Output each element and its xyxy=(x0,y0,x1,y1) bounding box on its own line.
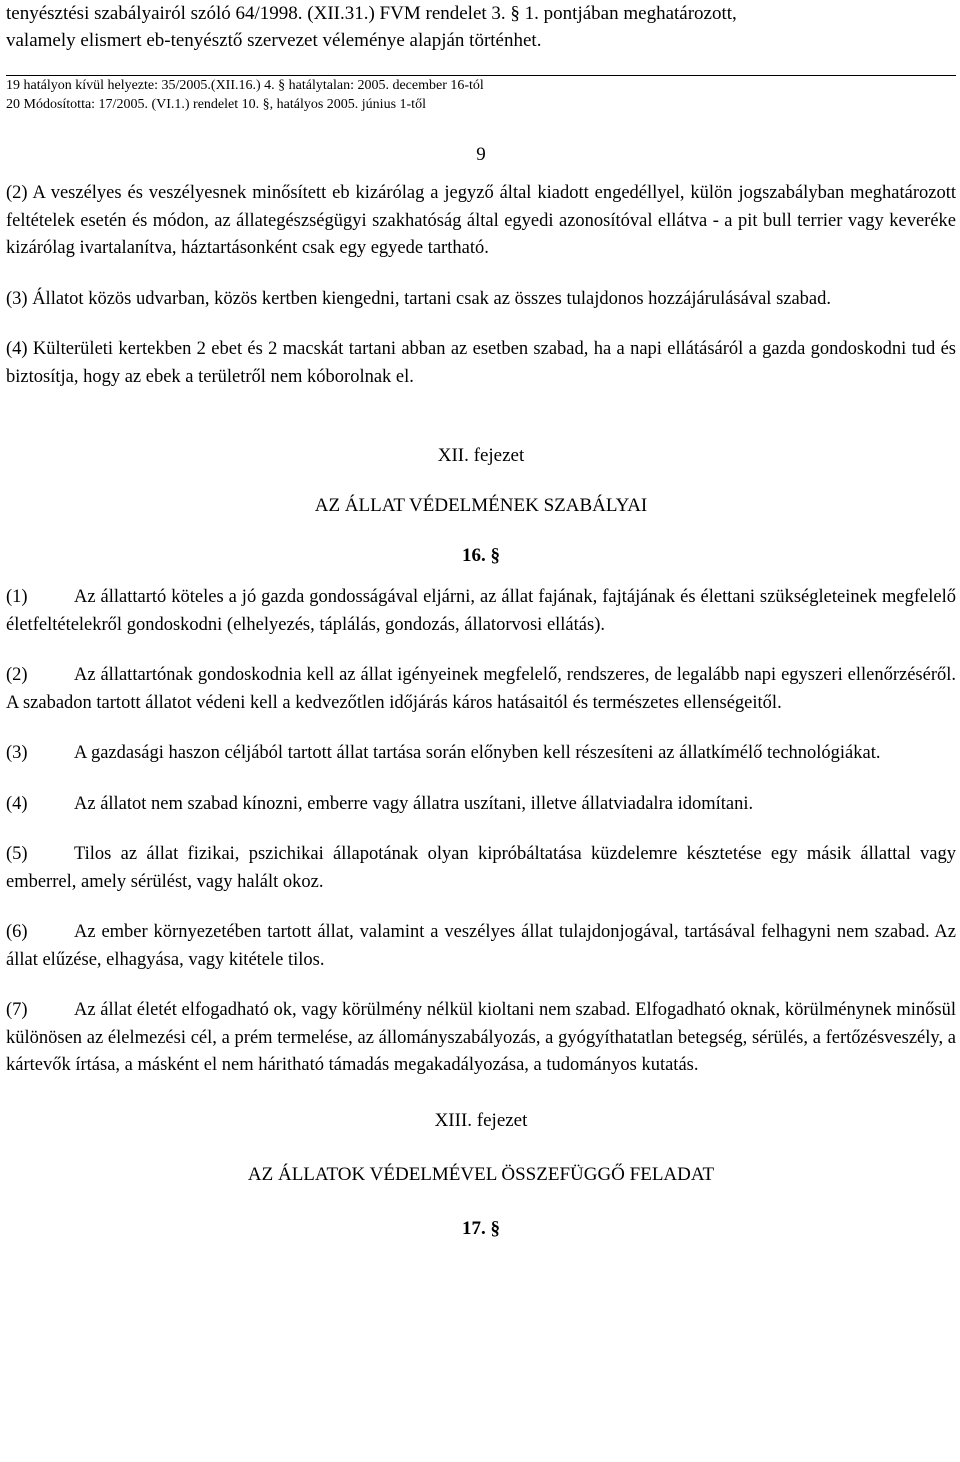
document-page xyxy=(6,0,956,1242)
item-text: A gazdasági haszon céljából tartott állat tartása során előnyben kell részesíteni az állatkímélő technológiákat. xyxy=(74,743,881,763)
paragraph-3: (3) Állatot közös udvarban, közös kertben kiengedni, tartani csak az összes tulajdonos hozzájárulásával szabad. xyxy=(6,288,832,309)
page-number: 9 xyxy=(476,144,486,165)
footnote-20: 20 Módosította: 17/2005. (VI.1.) rendelet 10. §, hatályos 2005. június 1-től xyxy=(6,97,426,112)
list-item xyxy=(6,791,956,819)
footnotes xyxy=(6,75,956,114)
item-number: (1) xyxy=(6,587,28,607)
item-number: (7) xyxy=(6,1000,28,1020)
list-item xyxy=(6,584,956,639)
item-text: Az állattartó köteles a jó gazda gondosságával eljárni, az állat fajának, fajtájának és élettani szükségleteinek megfelelő életfeltételekről gondoskodni (elhelyezés, táplálás, gondozás, állatorvosi ellátás). xyxy=(6,587,956,635)
item-number: (4) xyxy=(6,793,28,814)
list-item xyxy=(6,997,956,1080)
chapter-label: XIII. fejezet xyxy=(434,1109,528,1131)
item-text: Az állatot nem szabad kínozni, emberre vagy állatra uszítani, illetve állatviadalra idomítani. xyxy=(74,793,754,814)
item-text: Az állattartónak gondoskodnia kell az állat igényeinek megfelelő, rendszeres, de legalább napi egyszeri ellenőrzéséről. A szabadon tartott állatot védeni kell a kedvezőtlen időjárás káros hatásaitól és természetes ellenségeitől. xyxy=(6,665,956,713)
header-line-1: tenyésztési szabályairól szóló 64/1998. (XII.31.) FVM rendelet 3. § 1. pontjában meghatározott, xyxy=(6,3,737,24)
header-text xyxy=(6,0,956,54)
section-16-body xyxy=(6,584,956,1080)
list-item xyxy=(6,919,956,974)
footnote-19: 19 hatályon kívül helyezte: 35/2005.(XII.16.) 4. § hatálytalan: 2005. december 16-tól xyxy=(6,78,484,93)
section-heading: 16. § xyxy=(462,545,500,566)
list-item xyxy=(6,740,956,768)
item-number: (3) xyxy=(6,743,28,763)
section-heading: 17. § xyxy=(462,1217,500,1239)
item-text: Az ember környezetében tartott állat, valamint a veszélyes állat tulajdonjogával, tartásával felhagyni nem szabad. Az állat elűzése, elhagyása, vagy kitétele tilos. xyxy=(6,922,956,970)
chapter-title: AZ ÁLLAT VÉDELMÉNEK SZABÁLYAI xyxy=(314,495,648,516)
chapter-title: AZ ÁLLATOK VÉDELMÉVEL ÖSSZEFÜGGŐ FELADAT xyxy=(247,1163,715,1185)
item-number: (2) xyxy=(6,665,28,685)
paragraph-4: (4) Külterületi kertekben 2 ebet és 2 macskát tartani abban az esetben szabad, ha a napi ellátásáról a gazda gondoskodni tud és biztosítja, hogy az ebek a területről nem kóborolnak el. xyxy=(6,339,956,387)
chapter-label: XII. fejezet xyxy=(437,445,525,466)
item-text: Az állat életét elfogadható ok, vagy körülmény nélkül kioltani nem szabad. Elfogadható oknak, körülménynek minősül különösen az élelmezési cél, a prém termelése, az állományszabályozás, a gyógyíthatatlan betegség, sérülés, a fertőzésveszély, a kártevők írtása, a másként el nem háritható támadás megakadályozása, a tudományos kutatás. xyxy=(6,1000,956,1075)
list-item xyxy=(6,841,956,896)
list-item xyxy=(6,662,956,717)
paragraph-2: (2) A veszélyes és veszélyesnek minősített eb kizárólag a jegyző által kiadott engedéllyel, külön jogszabályban meghatározott feltételek esetén és módon, az állategészségügyi szakhatóság által egyedi azonosítóval ellátva - a pit bull terrier vagy keveréke kizárólag ivartalanítva, háztartásonként csak egy egyede tartható. xyxy=(6,183,956,258)
item-text: Tilos az állat fizikai, pszichikai állapotának olyan kipróbáltatása küzdelemre késztetése egy másik állattal vagy emberrel, amely sérülést, vagy halált okoz. xyxy=(6,844,956,892)
item-number: (6) xyxy=(6,922,28,942)
header-line-2: valamely elismert eb-tenyésztő szervezet véleménye alapján történhet. xyxy=(6,30,542,51)
item-number: (5) xyxy=(6,844,28,864)
